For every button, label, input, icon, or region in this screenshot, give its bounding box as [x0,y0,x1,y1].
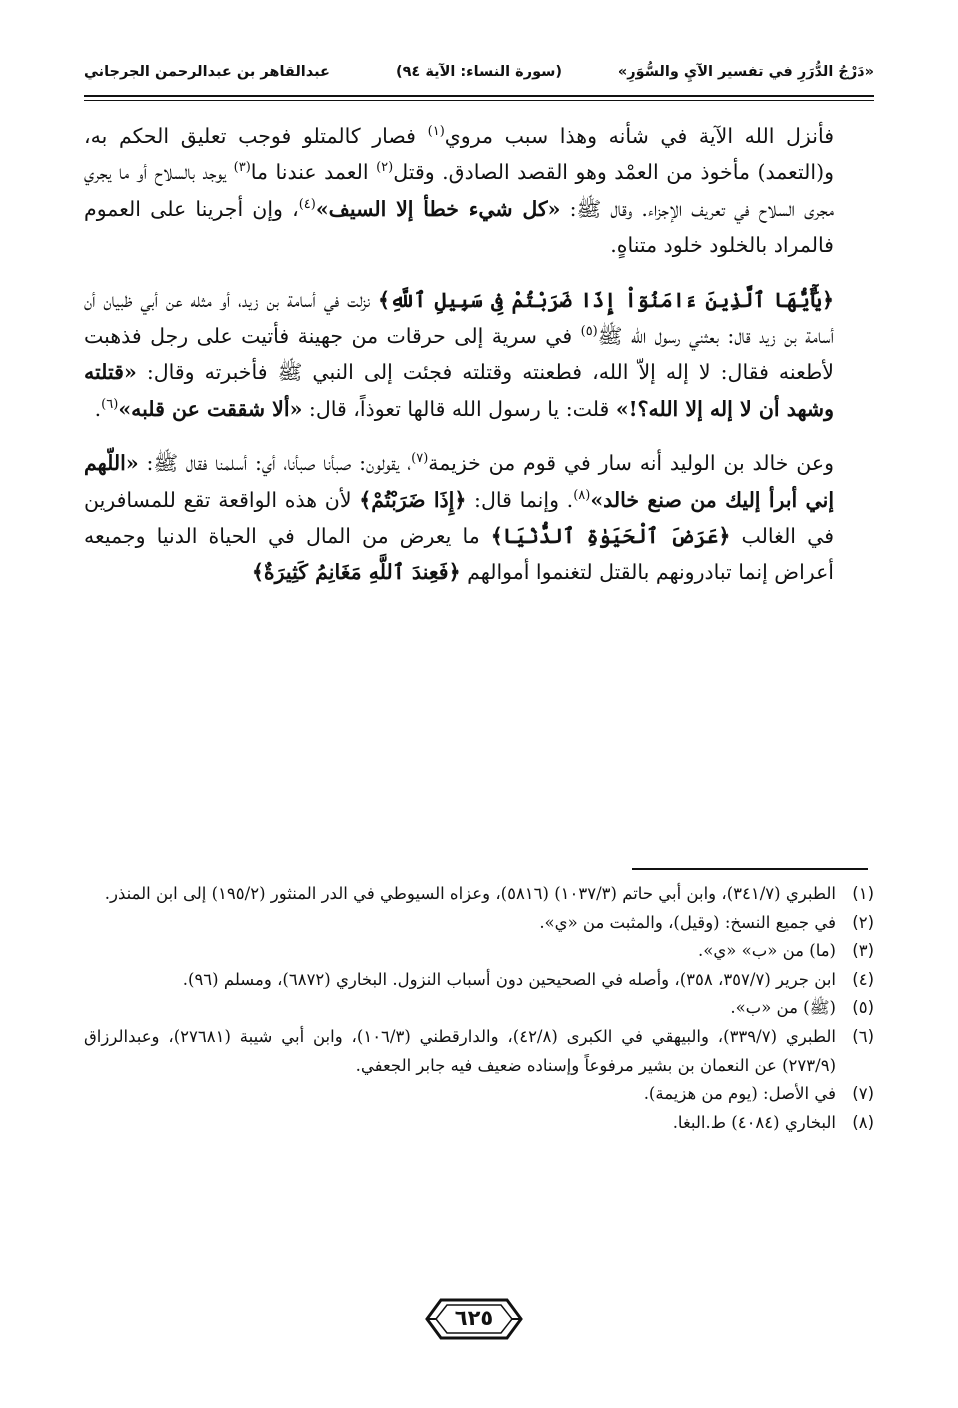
surah-reference: (سورة النساء: الآية ٩٤) [395,64,563,80]
footnote-marker: (٤) [298,196,316,212]
footnote-number: (٧) [852,1084,874,1104]
hadith-quote: «قتلته وشهد أن لا إله إلا الله؟!» [84,360,834,421]
footnote-number: (٦) [852,1026,874,1046]
quran-quote: ﴿عَرَضَ ٱلْحَيَوٰةِ ٱلدُّنْيَا﴾ [490,524,731,549]
footnote-number: (٨) [852,1112,874,1132]
text-run: في سرية إلى حرقات من جهينة فأتيت على رجل فذهبت لأطعنه فقال: لا إله إلاّ الله، فطعنته وقتلته فجئت إلى النبي ﷺ فأخبرته وقال: [84,324,834,385]
body-paragraph [84,282,874,428]
footnote-number: (١) [852,884,874,903]
footnote-item [84,937,874,966]
footnote-item [84,880,874,909]
quran-quote: ﴿يَٰٓأَيُّهَا ٱلَّذِينَ ءَامَنُوٓاْ إِذَا ضَرَبْتُمْ فِى سَبِيلِ ٱللَّهِ﴾ [378,287,834,312]
text-run: ، يقولون: صبأنا صبأنا، أي: أسلمنا فقال ﷺ: [138,451,412,476]
footnote-text: في جميع النسخ: (وقيل)، والمثبت من «ي». [539,912,836,932]
main-text [84,118,874,591]
text-run: وعن خالد بن الوليد أنه سار في قوم من خزيمة [428,451,834,476]
hadith-quote: «ألا شققت عن قلبه» [118,396,303,421]
text-run: . وإنما قال: [466,487,574,512]
footnote-item [84,1023,874,1080]
text-run: ، وإن أجرينا على العموم فالمراد بالخلود خلود متناهٍ. [84,196,834,258]
footnote-text: (ما) من «ب» «ي». [698,941,836,961]
text-run: نزلت في أسامة بن زيد، أو مثله عن أبي ظبيان أن أسامة بن زيد قال: بعثني رسول الله ﷺ [84,287,835,349]
footnote-marker: (٨) [573,487,591,503]
quran-quote: ﴿إِذَا ضَرَبْتُمْ﴾ [359,487,467,512]
footnote-item [84,966,874,995]
running-header [84,58,874,92]
footnote-item [84,1080,874,1109]
footnote-text: في الأصل: (يوم من هزيمة). [643,1084,836,1104]
quran-quote: ﴿فَعِندَ ٱللَّهِ مَغَانِمُ كَثِيرَةٌ﴾ [251,560,461,585]
footnote-text: البخاري (٤٠٨٤) ط.البغا. [672,1112,836,1132]
page-number-ornament [425,1296,523,1342]
text-run: لأن هذه الواقعة تقع للمسافرين في الغالب [84,487,834,549]
footnote-text: الطبري (٣٤١/٧)، وابن أبي حاتم (١٠٣٧/٣) (٥٨١٦)، وعزاه السيوطي في الدر المنثور (١٩٥/٢) إلى ابن المنذر. [104,884,836,903]
page-number: ٦٢٥ [454,1306,494,1330]
author-name: عبدالقاهر بن عبدالرحمن الجرجاني [84,64,330,80]
footnote-item [84,909,874,938]
footnote-number: (٢) [852,912,874,932]
text-run: . [94,396,102,421]
footnote-marker: (٧) [411,451,429,467]
hadith-quote: «اللّهم إني أبرأ إليك من صنع خالد» [84,451,835,512]
footnote-marker: (٢) [376,160,394,176]
footnote-text: الطبري (٣٣٩/٧)، والبيهقي في الكبرى (٤٢/٨)، والدارقطني (١٠٦/٣)، وابن أبي شيبة (٢٧٦٨١)، وعبدالرزاق (٢٧٣/٩) عن النعمان بن بشير مرفوعاً وإسناده ضعيف فيه جابر الجعفي. [84,1026,837,1075]
text-run: يوجد بالسلاح أو ما يجري مجرى السلاح في تعريف الإجزاء. وقال ﷺ: [84,160,834,221]
footnote-text: (ﷺ) من «ب». [730,998,836,1018]
footnote-number: (٤) [852,969,874,989]
footnote-marker: (٥) [580,324,598,340]
hadith-quote: «كل شيء خطأ إلا السيف» [315,196,561,221]
footnote-item [84,1109,874,1138]
footnote-marker: (٦) [101,397,119,413]
footnote-item [84,994,874,1023]
text-run: العمد عندنا ما [250,160,377,185]
body-paragraph [84,118,874,264]
text-run: ما يعرض من المال في الحياة الدنيا وجميعه أعراض إنما تبادرونهم بالقتل لتغنموا أموالهم [84,524,834,585]
body-paragraph [84,445,874,591]
footnote-marker: (٣) [233,160,251,176]
text-run: فصار كالمتلو فوجب تعليق الحكم به، و(التعمد) مأخوذ من العمْد وهو القصد الصادق. وقتل [84,124,834,185]
footnote-marker: (١) [427,124,445,140]
footnote-divider [632,868,868,870]
text-run: قلت: يا رسول الله قالها تعوذاً، قال: [302,396,616,421]
book-title: «دَرْجُ الدُّرَرِ في تفسير الآيِ والسُّوَرِ» [617,64,874,80]
footnote-number: (٣) [852,941,874,961]
header-divider [84,95,874,101]
footnotes [84,880,874,1137]
footnote-number: (٥) [852,998,874,1018]
text-run: فأنزل الله الآية في شأنه وهذا سبب مروي [444,124,834,148]
footnote-text: ابن جرير (٣٥٧/٧، ٣٥٨)، وأصله في الصحيحين دون أسباب النزول. البخاري (٦٨٧٢)، ومسلم (٩٦). [182,969,836,989]
